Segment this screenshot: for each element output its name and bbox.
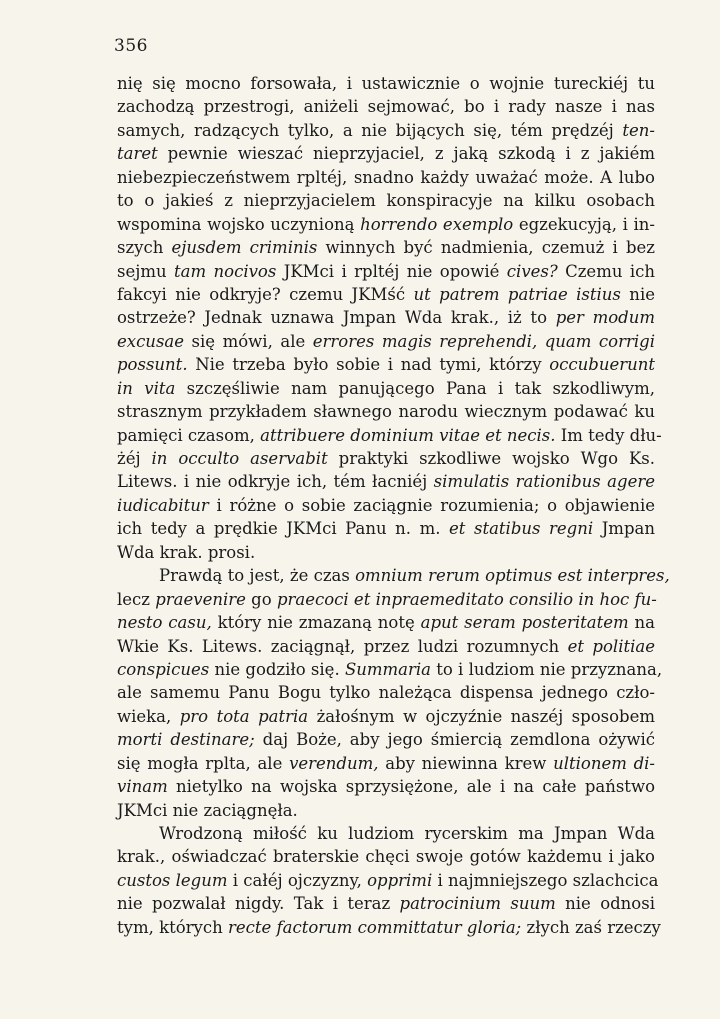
text-segment: i całéj ojczyzny, (227, 870, 368, 890)
italic-phrase: possunt. (117, 355, 188, 375)
text-segment: niebezpieczeństwem rpltéj, snadno każdy uważać może. A lubo (117, 167, 655, 187)
text-segment: JKMci nie zaciągnęła. (117, 800, 298, 820)
text-segment: złych zaś rzeczy (521, 917, 661, 937)
text-segment: Nie trzeba było sobie i nad tymi, którzy (187, 355, 550, 375)
italic-phrase: praevenire (155, 589, 246, 609)
text-segment: nie godziło się. (209, 659, 345, 679)
italic-phrase: pro tota patria (179, 706, 309, 726)
italic-phrase: per modum (555, 308, 655, 328)
italic-phrase: ten- (622, 120, 655, 140)
text-segment: ostrzeże? Jednak uznawa Jmpan Wda krak., iż to (117, 308, 556, 328)
text-line (117, 119, 655, 142)
text-line (117, 72, 655, 95)
text-segment: lecz (117, 589, 156, 609)
text-segment: nie pozwalał nigdy. Tak i teraz (117, 894, 400, 914)
italic-phrase: simulatis rationibus agere (433, 472, 655, 492)
text-segment: Wkie Ks. Litews. zaciągnął, przez ludzi rozumnych (117, 636, 568, 656)
text-line (117, 166, 655, 189)
text-segment: samych, radzących tylko, a nie bijących się, tém prędzéj (117, 120, 623, 140)
text-line (117, 541, 655, 564)
text-segment: nię się mocno forsowała, i ustawicznie o wojnie tureckiéj tu (117, 74, 655, 93)
italic-phrase: opprimi (367, 870, 433, 890)
text-line (117, 447, 655, 470)
text-segment: praktyki szkodliwe wojsko Wgo Ks. (327, 449, 655, 468)
text-line (117, 260, 655, 283)
text-line (117, 95, 655, 118)
text-line (117, 705, 655, 728)
italic-phrase: iudicabitur (117, 495, 209, 515)
text-line (117, 142, 655, 165)
text-line (117, 517, 655, 540)
text-line (117, 330, 655, 353)
text-segment: wieka, (117, 706, 180, 726)
text-line (117, 400, 655, 423)
text-segment: się mówi, ale (184, 331, 313, 351)
italic-phrase: verendum, (289, 753, 379, 773)
text-segment: Im tedy dłu- (555, 425, 662, 445)
text-line (117, 658, 663, 681)
text-line (117, 799, 655, 822)
text-segment: ich tedy a prędkie JKMci Panu n. m. (117, 519, 450, 539)
text-segment: żałośnym w ojczyźnie naszéj sposobem (308, 706, 656, 726)
text-segment: się mogła rplta, ale (117, 753, 290, 773)
text-line (117, 306, 655, 329)
italic-phrase: et politiae (567, 636, 655, 656)
italic-phrase: Summaria (344, 659, 431, 679)
text-line (117, 494, 655, 517)
text-segment: i różne o sobie zaciągnie rozumienia; o objawienie (208, 495, 655, 515)
text-line (117, 470, 655, 493)
italic-phrase: conspicues (117, 659, 210, 679)
italic-phrase: taret (117, 144, 158, 164)
text-segment: który nie zmazaną notę (211, 613, 421, 633)
page-number: 356 (114, 36, 148, 56)
text-line (117, 283, 655, 306)
italic-phrase: recte factorum committatur gloria; (227, 917, 522, 937)
text-segment: strasznym przykładem sławnego narodu wiecznym podawać ku (117, 402, 655, 422)
text-line (117, 213, 655, 236)
text-segment: nie (620, 284, 655, 304)
italic-phrase: excusae (117, 331, 185, 351)
text-segment: pamięci czasom, (117, 425, 261, 445)
text-segment: to i ludziom nie przyznana, (431, 659, 663, 679)
text-segment: i najmniejszego szlachcica (432, 870, 659, 890)
text-segment: Wrodzoną miłość ku ludziom rycerskim ma Jmpan Wda (159, 824, 655, 843)
italic-phrase: omnium rerum optimus est interpres, (355, 566, 670, 586)
text-segment: Litews. i nie odkryje ich, tém łacniéj (117, 472, 434, 492)
text-line (117, 916, 661, 939)
italic-phrase: patrocinium suum (399, 894, 556, 914)
text-line (117, 236, 655, 259)
text-segment: aby niewinna krew (378, 753, 554, 773)
text-line (117, 377, 655, 400)
italic-phrase: nesto casu, (117, 613, 212, 633)
text-segment: Wda krak. prosi. (117, 542, 256, 562)
text-line (117, 353, 655, 376)
text-line (117, 845, 655, 868)
italic-phrase: morti destinare; (117, 730, 255, 750)
text-segment: żéj (117, 449, 152, 468)
text-segment: egzekucyją, i in- (513, 214, 655, 234)
text-segment: krak., oświadczać braterskie chęci swoje gotów każdemu i jako (117, 847, 655, 867)
text-line (117, 635, 655, 658)
text-line (117, 822, 655, 845)
text-segment: nietylko na wojska sprzysiężone, ale i na całe państwo (167, 777, 655, 797)
text-segment: winnych być nadmienia, czemuż i bez (317, 238, 655, 258)
italic-phrase: horrendo exemplo (360, 214, 514, 234)
italic-phrase: et statibus regni (449, 519, 594, 539)
text-segment: to o jakieś z nieprzyjacielem konspiracyje na kilku osobach (117, 191, 655, 211)
italic-phrase: ultionem di- (553, 753, 655, 773)
text-segment: szczęśliwie nam panującego Pana i tak szkodliwym, (175, 378, 655, 398)
text-segment: ale samemu Panu Bogu tylko należąca dispensa jednego czło- (117, 683, 655, 703)
italic-phrase: cives? (506, 261, 558, 281)
italic-phrase: vinam (117, 777, 168, 797)
italic-phrase: in vita (117, 378, 176, 398)
italic-phrase: praecoci et inpraemeditato consilio in hoc fu- (276, 589, 657, 609)
text-segment: daj Boże, aby jego śmiercią zemdlona ożywić (254, 730, 656, 750)
text-segment: nie odnosi (555, 894, 655, 914)
text-segment: JKMci i rpltéj nie opowié (276, 261, 507, 281)
text-segment: wspomina wojsko uczynioną (117, 214, 361, 234)
text-segment: sejmu (117, 261, 175, 281)
body-text (117, 72, 670, 939)
text-segment: na (628, 613, 655, 633)
text-line (117, 775, 655, 798)
text-segment: tym, których (117, 917, 228, 937)
text-line (117, 564, 670, 587)
italic-phrase: ejusdem criminis (171, 238, 318, 258)
italic-phrase: tam nocivos (174, 261, 277, 281)
text-line (117, 752, 655, 775)
text-segment: Czemu ich (557, 261, 655, 281)
text-line (117, 611, 655, 634)
italic-phrase: errores magis reprehendi, quam corrigi (312, 331, 655, 351)
text-line (117, 588, 655, 611)
italic-phrase: aput seram posteritatem (420, 613, 629, 633)
text-line (117, 892, 655, 915)
italic-phrase: attribuere dominium vitae et necis. (260, 425, 556, 445)
text-segment: Prawdą to jest, że czas (159, 566, 356, 586)
italic-phrase: in occulto aservabit (151, 449, 328, 468)
italic-phrase: ut patrem patriae istius (413, 284, 621, 304)
text-segment: go (245, 589, 277, 609)
text-segment: Jmpan (593, 519, 655, 539)
text-line (117, 728, 655, 751)
italic-phrase: occubuerunt (549, 355, 655, 375)
text-line (117, 189, 655, 212)
text-segment: zachodzą przestrogi, aniżeli sejmować, bo i rady nasze i nas (117, 97, 655, 117)
text-segment: szych (117, 238, 172, 258)
text-line (117, 869, 659, 892)
text-line (117, 681, 655, 704)
text-segment: pewnie wieszać nieprzyjaciel, z jaką szkodą i z jakiém (157, 144, 655, 164)
italic-phrase: custos legum (117, 870, 228, 890)
text-line (117, 424, 662, 447)
text-segment: fakcyi nie odkryje? czemu JKMść (117, 284, 414, 304)
